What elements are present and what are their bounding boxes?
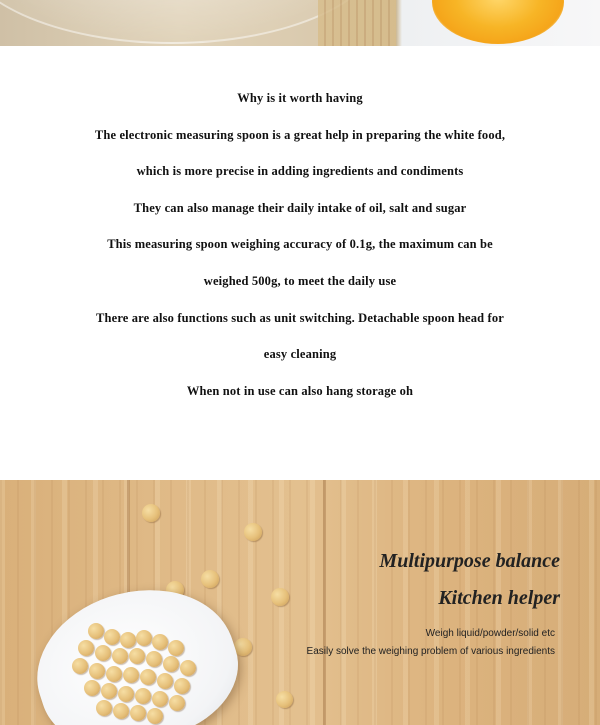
feature-description-line: Easily solve the weighing problem of various ingredients — [306, 646, 555, 657]
description-line: weighed 500g, to meet the daily use — [203, 273, 397, 288]
description-line: which is more precise in adding ingredients and condiments — [136, 164, 464, 179]
soybean — [201, 570, 219, 588]
lemon-image — [432, 0, 564, 44]
soybean — [106, 666, 122, 682]
soybean — [123, 667, 139, 683]
soybean — [89, 663, 105, 679]
soybean — [180, 660, 196, 676]
description-line: There are also functions such as unit switching. Detachable spoon head for — [96, 310, 504, 325]
soybean — [96, 700, 112, 716]
description-line: This measuring spoon weighing accuracy of 0.1g, the maximum can be — [107, 237, 493, 252]
soybean — [101, 683, 117, 699]
soybean — [163, 656, 179, 672]
wood-board-image — [318, 0, 396, 46]
soybean — [78, 640, 94, 656]
soybean — [152, 691, 168, 707]
description-text-block — [0, 80, 600, 409]
soybean — [88, 623, 104, 639]
soybean — [120, 632, 136, 648]
soybean — [113, 703, 129, 719]
soybean — [142, 504, 160, 522]
soybean — [130, 705, 146, 721]
soybean — [104, 629, 120, 645]
soybean — [72, 658, 88, 674]
soybean — [135, 688, 151, 704]
soybean — [244, 523, 262, 541]
wood-seam — [323, 480, 326, 725]
soybean — [147, 708, 163, 724]
feature-description-line: Weigh liquid/powder/solid etc — [425, 628, 555, 639]
soybean — [112, 648, 128, 664]
soybean — [136, 630, 152, 646]
soybean — [129, 648, 145, 664]
top-product-photo — [0, 0, 600, 46]
description-line: When not in use can also hang storage oh — [186, 383, 414, 398]
soybean — [157, 673, 173, 689]
soybean — [84, 680, 100, 696]
soybean — [152, 634, 168, 650]
soybean — [169, 695, 185, 711]
soybean — [168, 640, 184, 656]
soybean — [118, 686, 134, 702]
description-heading: Why is it worth having — [237, 91, 363, 105]
soybean — [174, 678, 190, 694]
feature-photo — [0, 480, 600, 725]
description-line: The electronic measuring spoon is a great help in preparing the white food, — [94, 127, 506, 142]
soybean — [95, 645, 111, 661]
soybean — [271, 588, 289, 606]
soybean — [140, 669, 156, 685]
soybean — [276, 691, 293, 708]
soybean — [146, 651, 162, 667]
description-line: They can also manage their daily intake of oil, salt and sugar — [133, 200, 467, 215]
feature-title: Multipurpose balance — [379, 550, 560, 572]
description-line: easy cleaning — [263, 347, 337, 362]
feature-subtitle: Kitchen helper — [438, 587, 560, 609]
